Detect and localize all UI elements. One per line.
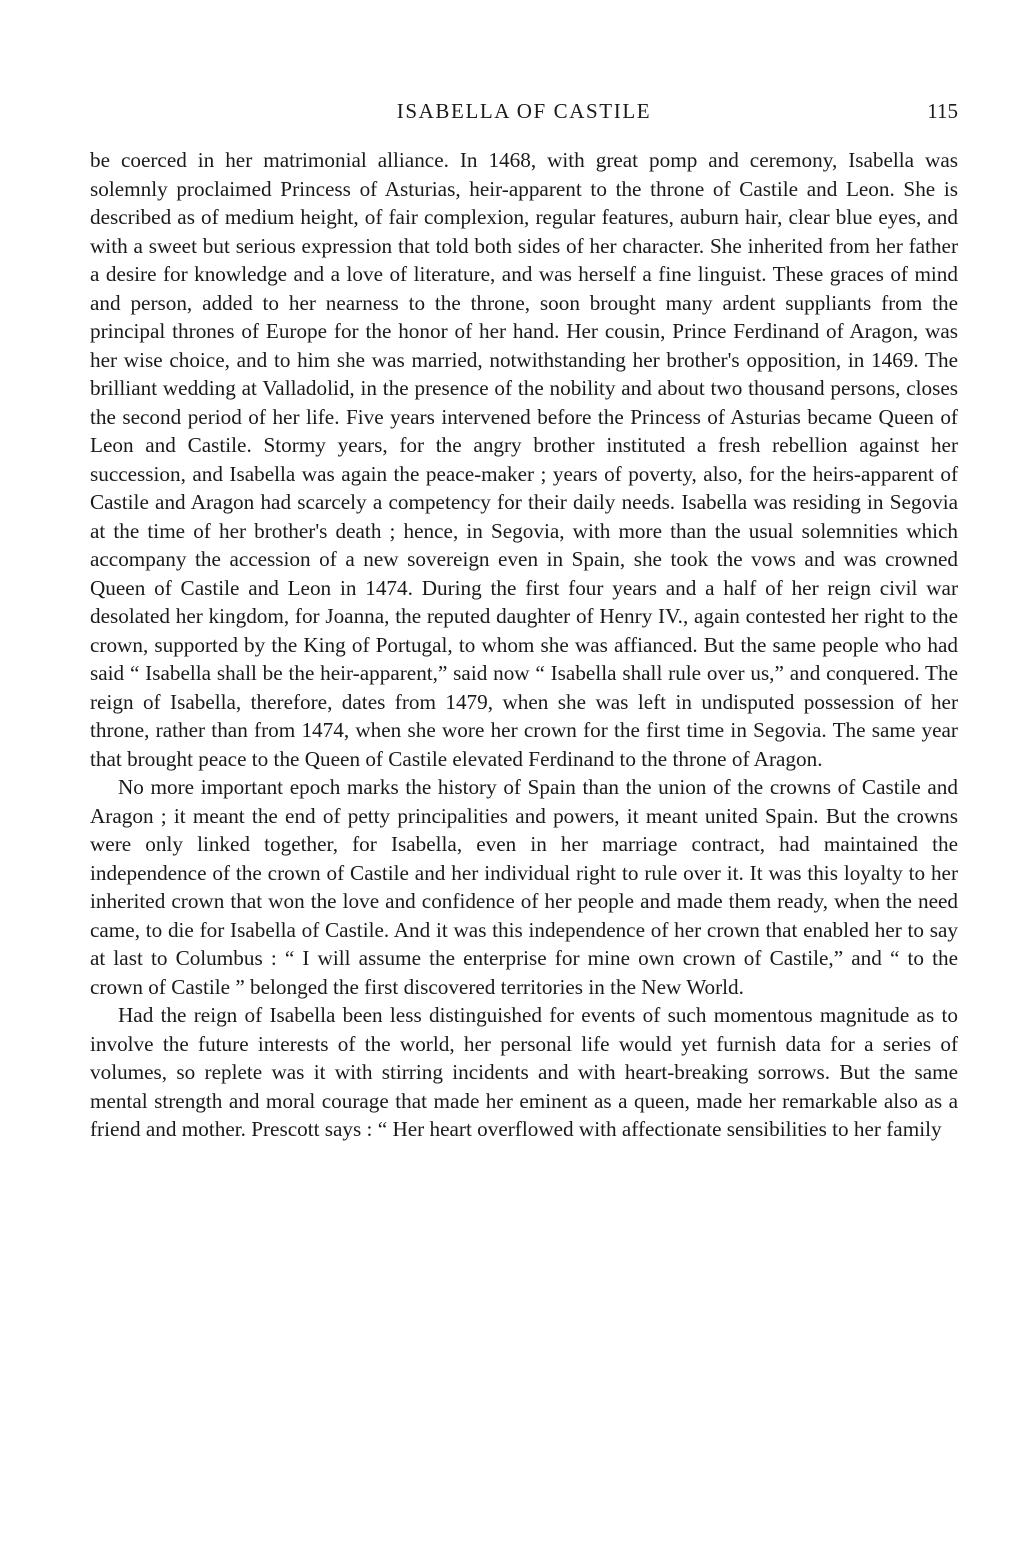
paragraph: be coerced in her matrimonial alliance. In 1468, with great pomp and ceremony, Isabella was solemnly proclaimed Princess of Asturias, heir-apparent to the throne of Castile and Leon. She is described as of medium height, of fair complexion, regular features, auburn hair, clear blue eyes, and with a sweet but serious expression that told both sides of her character. She inherited from her father a desire for knowledge and a love of literature, and was herself a fine linguist. These graces of mind and person, added to her nearness to the throne, soon brought many ardent suppliants from the principal thrones of Europe for the honor of her hand. Her cousin, Prince Ferdinand of Aragon, was her wise choice, and to him she was married, notwithstanding her brother's opposition, in 1469. The brilliant wedding at Valladolid, in the presence of the nobility and about two thousand persons, closes the second period of her life. Five years intervened before the Princess of Asturias became Queen of Leon and Castile. Stormy years, for the angry brother instituted a fresh rebellion against her succession, and Isabella was again the peace-maker ; years of poverty, also, for the heirs-apparent of Castile and Aragon had scarcely a competency for their daily needs. Isabella was residing in Segovia at the time of her brother's death ; hence, in Segovia, with more than the usual solemnities which accompany the accession of a new sovereign even in Spain, she took the vows and was crowned Queen of Castile and Leon in 1474. During the first four years and a half of her reign civil war desolated her kingdom, for Joanna, the reputed daughter of Henry IV., again contested her right to the crown, supported by the King of Portugal, to whom she was affianced. But the same people who had said “ Isabella shall be the heir-apparent,” said now “ Isabella shall rule over us,” and conquered. The reign of Isabella, therefore, dates from 1479, when she was left in undisputed possession of her throne, rather than from 1474, when she wore her crown for the first time in Segovia. The same year that brought peace to the Queen of Castile elevated Ferdinand to the throne of Aragon. <box>90 148 958 771</box>
running-head <box>90 96 958 126</box>
paragraph: Had the reign of Isabella been less distinguished for events of such momentous magnitude as to involve the future interests of the world, her personal life would yet furnish data for a series of volumes, so replete was it with stirring incidents and with heart-breaking sorrows. But the same mental strength and moral courage that made her eminent as a queen, made her remarkable also as a friend and mother. Prescott says : “ Her heart overflowed with affectionate sensibilities to her family <box>90 1003 958 1141</box>
page-number: 115 <box>927 99 958 123</box>
body-text <box>90 146 958 1144</box>
running-title: ISABELLA OF CASTILE <box>396 99 652 123</box>
paragraph: No more important epoch marks the history of Spain than the union of the crowns of Castile and Aragon ; it meant the end of petty principalities and powers, it meant united Spain. But the crowns were only linked together, for Isabella, even in her marriage contract, had maintained the independence of the crown of Castile and her individual right to rule over it. It was this loyalty to her inherited crown that won the love and confidence of her people and made them ready, when the need came, to die for Isabella of Castile. And it was this independence of her crown that enabled her to say at last to Columbus : “ I will assume the enterprise for mine own crown of Castile,” and “ to the crown of Castile ” belonged the first discovered territories in the New World. <box>90 775 958 999</box>
